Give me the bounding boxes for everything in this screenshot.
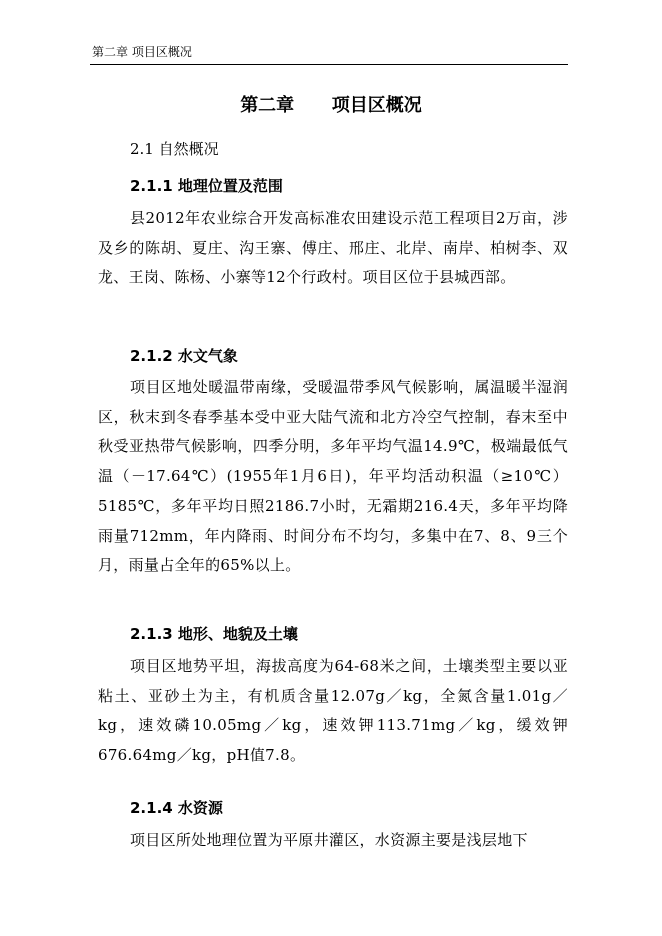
header-divider	[90, 64, 568, 65]
chapter-title: 第二章 项目区概况	[240, 95, 422, 116]
running-header: 第二章 项目区概况	[92, 45, 192, 59]
subsection-heading-2-1-3: 2.1.3 地形、地貌及土壤	[130, 625, 298, 643]
subsection-heading-2-1-1: 2.1.1 地理位置及范围	[130, 177, 283, 195]
section-heading-2-1: 2.1 自然概况	[130, 140, 219, 158]
paragraph-climate: 项目区地处暖温带南缘，受暖温带季风气候影响，属温暖半湿润区，秋末到冬春季基本受中亚大陆气流和北方冷空气控制，春末至中秋受亚热带气候影响，四季分明，多年平均气温14.9℃，极端最低气温（－17.64℃）(1955年1月6日)，年平均活动积温（≥10℃）5185℃，多年平均日照2186.7小时，无霜期216.4天，多年平均降雨量712mm，年内降雨、时间分布不均匀，多集中在7、8、9三个月，雨量占全年的65%以上。	[98, 378, 568, 575]
subsection-heading-2-1-2: 2.1.2 水文气象	[130, 347, 238, 365]
paragraph-location: 县2012年农业综合开发高标准农田建设示范工程项目2万亩，涉及乡的陈胡、夏庄、沟王寨、傅庄、邢庄、北岸、南岸、柏树李、双龙、王岗、陈杨、小寨等12个行政村。项目区位于县城西部。	[98, 209, 568, 287]
paragraph-water-resources: 项目区所处地理位置为平原井灌区，水资源主要是浅层地下	[130, 831, 528, 849]
subsection-heading-2-1-4: 2.1.4 水资源	[130, 799, 223, 817]
paragraph-terrain-soil: 项目区地势平坦，海拔高度为64-68米之间，土壤类型主要以亚粘土、亚砂土为主，有机质含量12.07g／kg，全氮含量1.01g／kg，速效磷10.05mg／kg，速效钾113.71mg／kg，缓效钾676.64mg／kg，pH值7.8。	[98, 657, 568, 765]
